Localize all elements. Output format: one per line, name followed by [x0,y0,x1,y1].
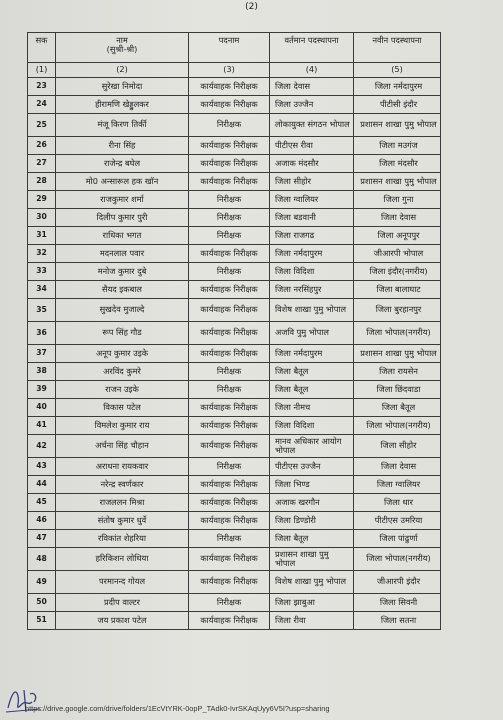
table-row [28,530,441,548]
new-posting-cell: प्रशासन शाखा पुमु भोपाल [354,345,441,363]
name-cell: हीरामणि खेड्डुलकर [56,96,189,114]
name-cell: राधिका भगत [56,227,189,245]
serial-number-cell: 39 [28,381,56,399]
serial-number-cell: 32 [28,245,56,263]
name-cell: विमलेश कुमार राय [56,417,189,435]
new-posting-cell: जिला सिवनी [354,594,441,612]
current-posting-cell: जिला नरसिंहपुर [270,281,354,299]
serial-number-cell: 46 [28,512,56,530]
new-posting-cell: जिला मंदसौर [354,155,441,173]
column-number: (3) [189,63,270,78]
serial-number-cell: 23 [28,78,56,96]
name-cell: राजन उइके [56,381,189,399]
new-posting-cell: जिला छिंदवाडा [354,381,441,399]
current-posting-cell: विशेष शाखा पुमु भोपाल [270,571,354,594]
header-current-posting: वर्तमान पदस्थापना [270,33,354,63]
name-cell: राजेन्द्र बघेल [56,155,189,173]
current-posting-cell: पीटीएस उज्जैन [270,458,354,476]
table-row [28,345,441,363]
transfer-table [27,32,441,630]
name-cell: अर्चना सिंह चौहान [56,435,189,458]
serial-number-cell: 47 [28,530,56,548]
current-posting-cell: अजवि पुमु भोपाल [270,322,354,345]
designation-cell: कार्यवाहक निरीक्षक [189,417,270,435]
new-posting-cell: जिला रायसेन [354,363,441,381]
new-posting-cell: जिला धार [354,494,441,512]
current-posting-cell: विशेष शाखा पुमु भोपाल [270,299,354,322]
designation-cell: निरीक्षक [189,263,270,281]
new-posting-cell: जिला बैतूल [354,399,441,417]
current-posting-cell: जिला बडवानी [270,209,354,227]
table-row [28,263,441,281]
designation-cell: कार्यवाहक निरीक्षक [189,96,270,114]
name-cell: सैयद इकबाल [56,281,189,299]
new-posting-cell: जिला ग्वालियर [354,476,441,494]
current-posting-cell: जिला भिण्ड [270,476,354,494]
serial-number-cell: 45 [28,494,56,512]
designation-cell: कार्यवाहक निरीक्षक [189,435,270,458]
name-cell: मदनलाल पवार [56,245,189,263]
serial-number-cell: 50 [28,594,56,612]
serial-number-cell: 27 [28,155,56,173]
table-row [28,227,441,245]
name-cell: मो0 अन्सारूल हक खॉन [56,173,189,191]
designation-cell: कार्यवाहक निरीक्षक [189,345,270,363]
serial-number-cell: 28 [28,173,56,191]
serial-number-cell: 51 [28,612,56,630]
new-posting-cell: जीआरपी भोपाल [354,245,441,263]
new-posting-cell: जीआरपी इंदौर [354,571,441,594]
new-posting-cell: जिला मउगंज [354,137,441,155]
name-cell: राजललन मिश्रा [56,494,189,512]
current-posting-cell: पीटीएस रीवा [270,137,354,155]
table-row [28,458,441,476]
current-posting-cell: जिला बैतूल [270,381,354,399]
serial-number-cell: 26 [28,137,56,155]
designation-cell: कार्यवाहक निरीक्षक [189,494,270,512]
serial-number-cell: 24 [28,96,56,114]
serial-number-cell: 30 [28,209,56,227]
designation-cell: कार्यवाहक निरीक्षक [189,245,270,263]
current-posting-cell: जिला ग्वालियर [270,191,354,209]
header-name: नाम (सुश्री-श्री) [56,33,189,63]
table-row [28,381,441,399]
current-posting-cell: प्रशासन शाखा पुमु भोपाल [270,548,354,571]
current-posting-cell: जिला रीवा [270,612,354,630]
name-cell: संतोष कुमार धुर्वे [56,512,189,530]
current-posting-cell: जिला सीहोर [270,173,354,191]
name-cell: अराधना रायकवार [56,458,189,476]
designation-cell: कार्यवाहक निरीक्षक [189,155,270,173]
column-number: (4) [270,63,354,78]
table-row [28,494,441,512]
table-row [28,612,441,630]
designation-cell: निरीक्षक [189,458,270,476]
name-cell: अनूप कुमार उइके [56,345,189,363]
designation-cell: निरीक्षक [189,114,270,137]
serial-number-cell: 48 [28,548,56,571]
name-cell: रीना सिंह [56,137,189,155]
designation-cell: निरीक्षक [189,594,270,612]
table-body [28,78,441,630]
name-cell: प्रदीप वाल्टर [56,594,189,612]
serial-number-cell: 34 [28,281,56,299]
table-row [28,417,441,435]
current-posting-cell: जिला डिण्डोरी [270,512,354,530]
name-cell: राजकुमार शर्मा [56,191,189,209]
table-row [28,281,441,299]
column-number: (1) [28,63,56,78]
designation-cell: कार्यवाहक निरीक्षक [189,548,270,571]
new-posting-cell: जिला इंदौर(नगरीय) [354,263,441,281]
designation-cell: निरीक्षक [189,530,270,548]
serial-number-cell: 43 [28,458,56,476]
current-posting-cell: मानव अधिकार आयोग भोपाल [270,435,354,458]
current-posting-cell: अजाक मंदसौर [270,155,354,173]
table-row [28,114,441,137]
new-posting-cell: जिला भोपाल(नगरीय) [354,322,441,345]
new-posting-cell: जिला देवास [354,458,441,476]
table-row [28,245,441,263]
new-posting-cell: जिला अनूपपुर [354,227,441,245]
new-posting-cell: प्रशासन शाखा पुमु भोपाल [354,114,441,137]
designation-cell: कार्यवाहक निरीक्षक [189,322,270,345]
current-posting-cell: जिला उज्जैन [270,96,354,114]
name-cell: रूप सिंह गौड [56,322,189,345]
designation-cell: कार्यवाहक निरीक्षक [189,399,270,417]
serial-number-cell: 33 [28,263,56,281]
serial-number-cell: 40 [28,399,56,417]
current-posting-cell: जिला नीमच [270,399,354,417]
new-posting-cell: जिला देवास [354,209,441,227]
header-new-posting: नवीन पदस्थापना [354,33,441,63]
name-cell: दिलीप कुमार पुरी [56,209,189,227]
current-posting-cell: जिला राजगढ [270,227,354,245]
serial-number-cell: 25 [28,114,56,137]
footer-url: https://drive.google.com/drive/folders/1EcVtYRK-0opP_TAdk0-IvrSKAqUyy6V5I?usp=sharing [25,704,330,713]
new-posting-cell: जिला पांढुर्णा [354,530,441,548]
current-posting-cell: अजाक खरगौन [270,494,354,512]
table-row [28,173,441,191]
current-posting-cell: जिला बैतूल [270,530,354,548]
current-posting-cell: जिला बैतूल [270,363,354,381]
designation-cell: कार्यवाहक निरीक्षक [189,571,270,594]
table-row [28,209,441,227]
name-cell: हरिकिशन लोधिया [56,548,189,571]
table-row [28,322,441,345]
column-number: (5) [354,63,441,78]
new-posting-cell: जिला नर्मदापुरम [354,78,441,96]
new-posting-cell: प्रशासन शाखा पुमु भोपाल [354,173,441,191]
table-row [28,548,441,571]
serial-number-cell: 44 [28,476,56,494]
name-cell: विकास पटेल [56,399,189,417]
name-cell: नरेन्द्र स्वर्णकार [56,476,189,494]
serial-number-cell: 49 [28,571,56,594]
designation-cell: कार्यवाहक निरीक्षक [189,512,270,530]
name-cell: सुखदेव मुजाल्दे [56,299,189,322]
new-posting-cell: जिला भोपाल(नगरीय) [354,417,441,435]
designation-cell: कार्यवाहक निरीक्षक [189,78,270,96]
designation-cell: निरीक्षक [189,227,270,245]
name-cell: रविकांत शेहरिया [56,530,189,548]
serial-number-cell: 31 [28,227,56,245]
serial-number-cell: 41 [28,417,56,435]
name-cell: मनोज कुमार दुबे [56,263,189,281]
designation-cell: कार्यवाहक निरीक्षक [189,173,270,191]
new-posting-cell: जिला सतना [354,612,441,630]
designation-cell: कार्यवाहक निरीक्षक [189,281,270,299]
column-number-row [28,63,441,78]
designation-cell: निरीक्षक [189,381,270,399]
header-row [28,33,441,63]
current-posting-cell: लोकायुक्त संगठन भोपाल [270,114,354,137]
table-row [28,571,441,594]
serial-number-cell: 29 [28,191,56,209]
header-designation: पदनाम [189,33,270,63]
table-row [28,191,441,209]
name-cell: सुरेखा निमोदा [56,78,189,96]
new-posting-cell: पीटीएस उमरिया [354,512,441,530]
new-posting-cell: जिला भोपाल(नगरीय) [354,548,441,571]
table-row [28,512,441,530]
current-posting-cell: जिला विदिशा [270,417,354,435]
new-posting-cell: पीटीसी इंदौर [354,96,441,114]
current-posting-cell: जिला नर्मदापुरम [270,245,354,263]
table-row [28,435,441,458]
table-row [28,155,441,173]
designation-cell: निरीक्षक [189,363,270,381]
current-posting-cell: जिला विदिशा [270,263,354,281]
current-posting-cell: जिला झाबुआ [270,594,354,612]
serial-number-cell: 37 [28,345,56,363]
table-row [28,299,441,322]
designation-cell: निरीक्षक [189,209,270,227]
table-row [28,594,441,612]
current-posting-cell: जिला नर्मदापुरम [270,345,354,363]
designation-cell: निरीक्षक [189,191,270,209]
header-sno: सक [28,33,56,63]
new-posting-cell: जिला गुना [354,191,441,209]
new-posting-cell: जिला बुरहानपुर [354,299,441,322]
table-row [28,399,441,417]
table-row [28,96,441,114]
table-row [28,137,441,155]
name-cell: मंजू किरण तिर्की [56,114,189,137]
serial-number-cell: 42 [28,435,56,458]
name-cell: परमानन्द गोयल [56,571,189,594]
serial-number-cell: 38 [28,363,56,381]
column-number: (2) [56,63,189,78]
name-cell: अरविंद कुमरे [56,363,189,381]
designation-cell: कार्यवाहक निरीक्षक [189,476,270,494]
serial-number-cell: 36 [28,322,56,345]
new-posting-cell: जिला सीहोर [354,435,441,458]
new-posting-cell: जिला बालाघाट [354,281,441,299]
designation-cell: कार्यवाहक निरीक्षक [189,299,270,322]
serial-number-cell: 35 [28,299,56,322]
table-row [28,78,441,96]
table-row [28,476,441,494]
designation-cell: कार्यवाहक निरीक्षक [189,137,270,155]
designation-cell: कार्यवाहक निरीक्षक [189,612,270,630]
name-cell: जय प्रकाश पटेल [56,612,189,630]
table-row [28,363,441,381]
page-number: (2) [245,2,258,12]
current-posting-cell: जिला देवास [270,78,354,96]
